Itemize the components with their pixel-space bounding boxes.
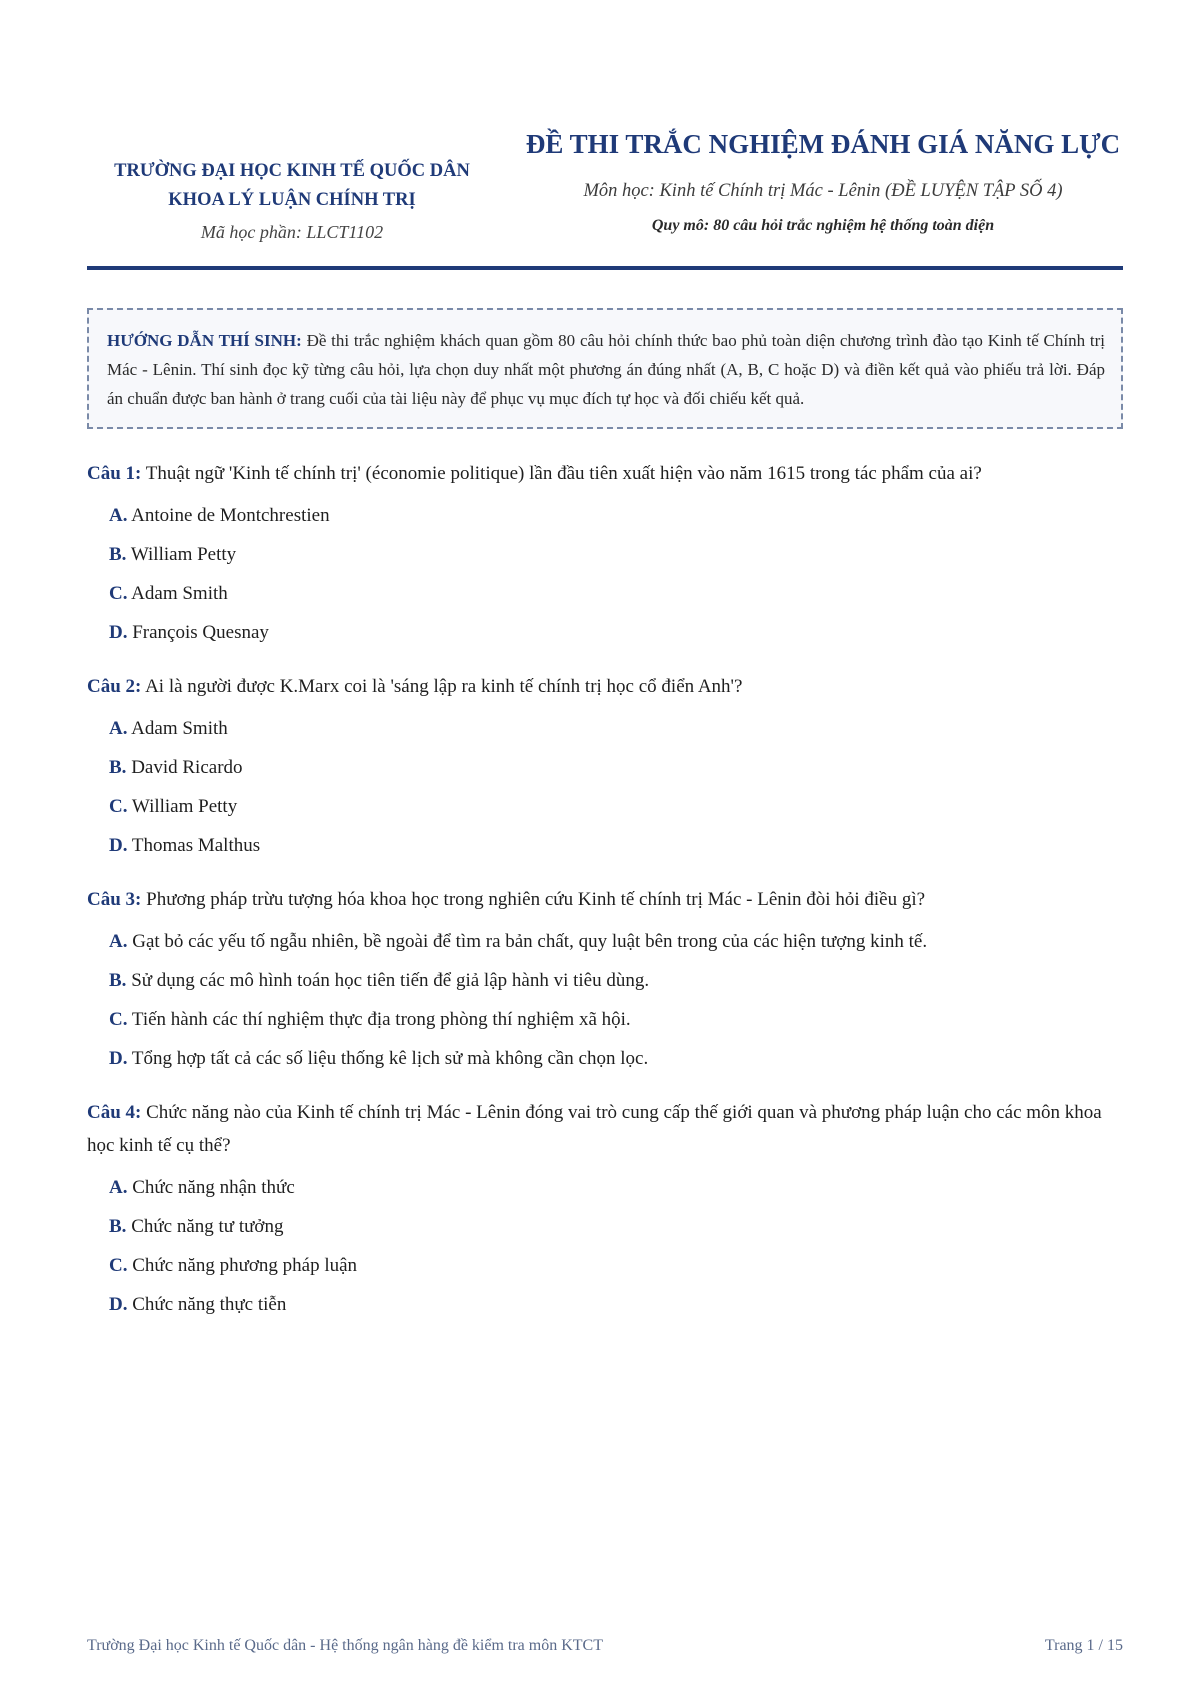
question-stem [87,1096,1123,1162]
option-text: William Petty [127,796,238,817]
option-c [87,574,1123,613]
option-letter: D. [109,1048,128,1069]
question-list [87,457,1123,1324]
document-header [87,110,1123,247]
question-text: Phương pháp trừu tượng hóa khoa học trong nghiên cứu Kinh tế chính trị Mác - Lênin đòi hỏi điều gì? [141,889,926,910]
option-text: Adam Smith [127,718,228,739]
option-letter: D. [109,835,128,856]
option-b [87,1207,1123,1246]
option-letter: B. [109,970,127,991]
option-text: David Ricardo [126,757,243,778]
option-c [87,1246,1123,1285]
page-number: Trang 1 / 15 [1044,1637,1123,1654]
subject-line: Môn học: Kinh tế Chính trị Mác - Lênin (ĐỀ LUYỆN TẬP SỐ 4) [583,181,1063,201]
option-letter: C. [109,583,128,604]
question-stem [87,457,1123,490]
question-4 [87,1096,1123,1324]
exam-title: ĐỀ THI TRẮC NGHIỆM ĐÁNH GIÁ NĂNG LỰC [525,129,1121,159]
option-text: Sử dụng các mô hình toán học tiên tiến để giả lập hành vi tiêu dùng. [126,970,650,991]
option-text: Chức năng thực tiễn [127,1294,287,1315]
option-b [87,748,1123,787]
option-letter: B. [109,544,127,565]
question-text: Ai là người được K.Marx coi là 'sáng lập ra kinh tế chính trị học cổ điển Anh'? [141,676,743,697]
option-b [87,961,1123,1000]
option-text: Chức năng nhận thức [127,1177,295,1198]
option-a [87,922,1123,961]
option-letter: B. [109,757,127,778]
option-text: Thomas Malthus [127,835,261,856]
question-number: Câu 1: [87,463,142,484]
scope-line: Quy mô: 80 câu hỏi trắc nghiệm hệ thống toàn diện [651,217,995,234]
option-d [87,1285,1123,1324]
option-text: Gạt bỏ các yếu tố ngẫu nhiên, bề ngoài để tìm ra bản chất, quy luật bên trong của các hiện tượng kinh tế. [127,931,928,952]
question-number: Câu 4: [87,1102,142,1123]
header-divider [87,266,1123,270]
option-text: Tổng hợp tất cả các số liệu thống kê lịch sử mà không cần chọn lọc. [127,1048,649,1069]
exam-page [87,110,1123,1342]
question-1 [87,457,1123,652]
question-3 [87,883,1123,1078]
option-text: William Petty [126,544,237,565]
institution-block [87,110,497,247]
option-letter: C. [109,1009,128,1030]
option-c [87,787,1123,826]
option-text: François Quesnay [127,622,269,643]
option-letter: A. [109,718,128,739]
option-c [87,1000,1123,1039]
option-text: Chức năng phương pháp luận [127,1255,358,1276]
question-2 [87,670,1123,865]
option-a [87,709,1123,748]
option-d [87,613,1123,652]
faculty-name: KHOA LÝ LUẬN CHÍNH TRỊ [168,190,416,210]
option-letter: C. [109,1255,128,1276]
option-letter: B. [109,1216,127,1237]
option-letter: D. [109,622,128,643]
exam-info-block [523,110,1123,240]
option-a [87,1168,1123,1207]
question-text: Thuật ngữ 'Kinh tế chính trị' (économie politique) lần đầu tiên xuất hiện vào năm 1615 trong tác phẩm của ai? [141,463,982,484]
page-footer [87,1637,1123,1655]
question-stem [87,670,1123,703]
option-letter: A. [109,1177,128,1198]
school-name: TRƯỜNG ĐẠI HỌC KINH TẾ QUỐC DÂN [114,161,470,181]
option-text: Antoine de Montchrestien [127,505,330,526]
option-text: Tiến hành các thí nghiệm thực địa trong phòng thí nghiệm xã hội. [127,1009,631,1030]
question-number: Câu 3: [87,889,142,910]
instructions-label: HƯỚNG DẪN THÍ SINH: [107,331,302,350]
option-d [87,826,1123,865]
option-letter: A. [109,931,128,952]
option-text: Adam Smith [127,583,228,604]
question-number: Câu 2: [87,676,142,697]
option-letter: C. [109,796,128,817]
option-letter: A. [109,505,128,526]
question-stem [87,883,1123,916]
question-text: Chức năng nào của Kinh tế chính trị Mác - Lênin đóng vai trò cung cấp thế giới quan và phương pháp luận cho các môn khoa học kinh tế cụ thể? [87,1102,1102,1156]
option-text: Chức năng tư tưởng [126,1216,284,1237]
option-a [87,496,1123,535]
instructions-text: Đề thi trắc nghiệm khách quan gồm 80 câu hỏi chính thức bao phủ toàn diện chương trình đào tạo Kinh tế Chính trị Mác - Lênin. Thí sinh đọc kỹ từng câu hỏi, lựa chọn duy nhất một phương án đúng nhất (A, B, C hoặc D) và điền kết quả vào phiếu trả lời. Đáp án chuẩn được ban hành ở trang cuối của tài liệu này để phục vụ mục đích tự học và đối chiếu kết quả. [107,331,1105,408]
footer-source: Trường Đại học Kinh tế Quốc dân - Hệ thống ngân hàng đề kiểm tra môn KTCT [87,1637,603,1654]
course-code: Mã học phần: LLCT1102 [200,222,384,242]
option-letter: D. [109,1294,128,1315]
option-d [87,1039,1123,1078]
instructions-box [87,308,1123,429]
option-b [87,535,1123,574]
